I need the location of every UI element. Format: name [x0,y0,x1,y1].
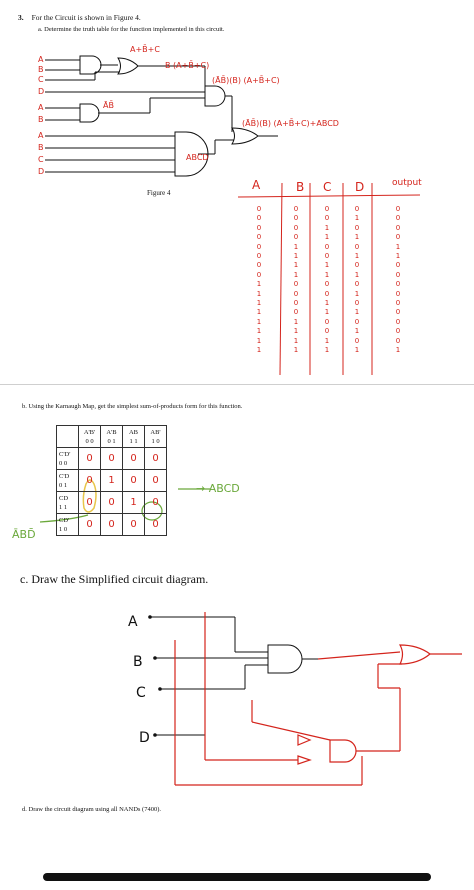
tt-cell: 1 [256,280,262,289]
part-c-text: c. Draw the Simplified circuit diagram. [20,572,209,586]
kmap-col-2: AB 1 1 [123,426,145,448]
tt-cell: 0 [324,214,330,223]
tt-cell: 0 [354,205,360,213]
tt-cell: 0 [395,270,401,279]
tt-cell: 0 [324,327,330,336]
tt-cell: 0 [293,289,299,298]
tt-cell: 0 [293,308,299,317]
tt-cell: 1 [354,270,360,279]
section-divider [0,384,474,385]
tt-cell: 0 [324,280,330,289]
tt-cell: 0 [395,336,401,345]
tt-cell: 0 [395,289,401,298]
tt-cell: 1 [293,336,299,345]
tt-cell: 1 [256,336,262,345]
kmap-cell: 0 [123,514,145,536]
tt-cell: 1 [354,308,360,317]
annot-out-term: (ĀB̄)(B) (A+B̄+C)+ABCD [242,119,339,128]
tt-column-d [352,205,362,356]
tt-column-a [254,205,264,356]
tt-cell: 0 [256,214,262,223]
tt-cell: 1 [324,223,330,232]
part-d-text: d. Draw the circuit diagram using all NANDs (7400). [22,806,161,813]
kmap-cell: 1 [101,470,123,492]
kmap-cell: 0 [79,492,101,514]
tt-cell: 0 [395,214,401,223]
input-d-top: D [38,87,45,96]
kmap-row-3: CD' 1 0 [57,514,79,536]
tt-cell: 0 [395,205,401,213]
kmap-row-0: C'D' 0 0 [57,448,79,470]
input-a-top: A [38,55,44,64]
tt-cell: 0 [256,233,262,242]
input-c-top: C [38,75,44,84]
tt-cell: 0 [293,205,299,213]
tt-cell: 1 [293,346,299,355]
input-b-bot: B [38,143,44,152]
tt-head-c: C [323,180,332,194]
tt-cell: 0 [395,223,401,232]
kmap-corner [57,426,79,448]
kmap-cell: 0 [79,448,101,470]
tt-cell: 1 [256,317,262,326]
kmap-col-0: A'B' 0 0 [79,426,101,448]
tt-cell: 0 [256,261,262,270]
tt-cell: 0 [324,289,330,298]
tt-column-b [291,205,301,356]
annot-b-term: B (A+B̄+C) [165,61,210,70]
tt-cell: 0 [395,261,401,270]
kmap-cell: 0 [101,514,123,536]
tt-cell: 0 [395,317,401,326]
input-a-bot: A [38,131,44,140]
tt-cell: 0 [354,223,360,232]
tt-cell: 1 [324,233,330,242]
figure-caption: Figure 4 [147,189,171,197]
home-indicator-bar[interactable] [43,873,431,881]
simp-input-c: C [136,685,146,701]
tt-cell: 0 [354,261,360,270]
tt-cell: 1 [256,346,262,355]
tt-cell: 0 [395,233,401,242]
tt-cell: 1 [354,327,360,336]
tt-cell: 0 [324,242,330,251]
tt-column-c [322,205,332,356]
simp-input-a: A [128,614,138,630]
tt-cell: 0 [256,242,262,251]
tt-cell: 0 [293,223,299,232]
tt-cell: 0 [354,336,360,345]
tt-cell: 0 [354,280,360,289]
tt-cell: 1 [256,289,262,298]
question-number: 3. [18,13,24,22]
tt-cell: 0 [324,317,330,326]
tt-cell: 1 [293,242,299,251]
kmap-cell: 0 [123,470,145,492]
annot-abcd: ABCD [186,153,209,162]
annot-ab-plus-c: A+B̄+C [130,45,160,54]
tt-head-output: output [392,178,422,188]
tt-cell: 0 [324,252,330,261]
tt-cell: 1 [324,261,330,270]
kmap-label-abcd: → ABCD [196,482,240,495]
tt-cell: 1 [395,346,401,355]
tt-cell: 0 [256,270,262,279]
question-title-text: For the Circuit is shown in Figure 4. [31,13,141,22]
tt-head-b: B [296,180,305,194]
tt-cell: 0 [256,223,262,232]
input-d-bot: D [38,167,45,176]
tt-column-output [393,205,403,356]
tt-cell: 0 [395,299,401,308]
simp-input-b: B [133,654,143,670]
input-a-mid: A [38,103,44,112]
tt-cell: 1 [354,233,360,242]
input-b-mid: B [38,115,44,124]
tt-cell: 1 [395,252,401,261]
kmap-cell: 0 [79,470,101,492]
tt-cell: 1 [354,346,360,355]
kmap-row-1: C'D 0 1 [57,470,79,492]
tt-cell: 1 [256,299,262,308]
kmap-cell: 0 [145,514,167,536]
tt-cell: 0 [293,233,299,242]
tt-cell: 1 [354,214,360,223]
annot-abar-bbar: ĀB̄ [103,101,114,110]
tt-cell: 0 [293,280,299,289]
tt-cell: 1 [293,327,299,336]
input-b-top: B [38,65,44,74]
tt-cell: 1 [256,327,262,336]
tt-cell: 0 [324,205,330,213]
tt-cell: 1 [354,252,360,261]
tt-cell: 0 [256,205,262,213]
kmap-cell: 0 [79,514,101,536]
tt-cell: 1 [395,242,401,251]
kmap-cell: 1 [123,492,145,514]
tt-cell: 0 [354,242,360,251]
kmap-cell: 0 [123,448,145,470]
tt-cell: 0 [354,299,360,308]
kmap-cell: 0 [101,448,123,470]
kmap-cell: 0 [145,470,167,492]
kmap-cell: 0 [145,492,167,514]
tt-cell: 1 [324,336,330,345]
tt-cell: 1 [293,270,299,279]
tt-cell: 0 [293,214,299,223]
kmap-cell: 0 [145,448,167,470]
tt-cell: 0 [293,299,299,308]
input-c-bot: C [38,155,44,164]
tt-cell: 1 [324,270,330,279]
tt-cell: 1 [324,308,330,317]
tt-cell: 1 [324,346,330,355]
tt-cell: 0 [256,252,262,261]
tt-head-d: D [355,180,365,194]
annot-mid-term: (ĀB̄)(B) (A+B̄+C) [212,76,280,85]
part-a-text: a. Determine the truth table for the function implemented in this circuit. [38,26,225,33]
tt-cell: 1 [293,252,299,261]
karnaugh-map [56,425,167,536]
tt-cell: 0 [354,317,360,326]
tt-cell: 1 [354,289,360,298]
kmap-row-2: CD 1 1 [57,492,79,514]
kmap-cell: 0 [101,492,123,514]
kmap-col-1: A'B 0 1 [101,426,123,448]
tt-cell: 1 [256,308,262,317]
tt-cell: 0 [395,308,401,317]
part-b-text: b. Using the Karnaugh Map, get the simplest sum-of-products form for this function. [22,403,243,410]
kmap-label-abar-bd: ĀBD̄ [12,528,36,541]
tt-cell: 0 [395,280,401,289]
simp-input-d: D [139,730,150,746]
tt-cell: 1 [293,317,299,326]
kmap-col-3: AB' 1 0 [145,426,167,448]
tt-head-a: A [252,178,261,192]
tt-cell: 1 [293,261,299,270]
tt-cell: 1 [324,299,330,308]
tt-cell: 0 [395,327,401,336]
